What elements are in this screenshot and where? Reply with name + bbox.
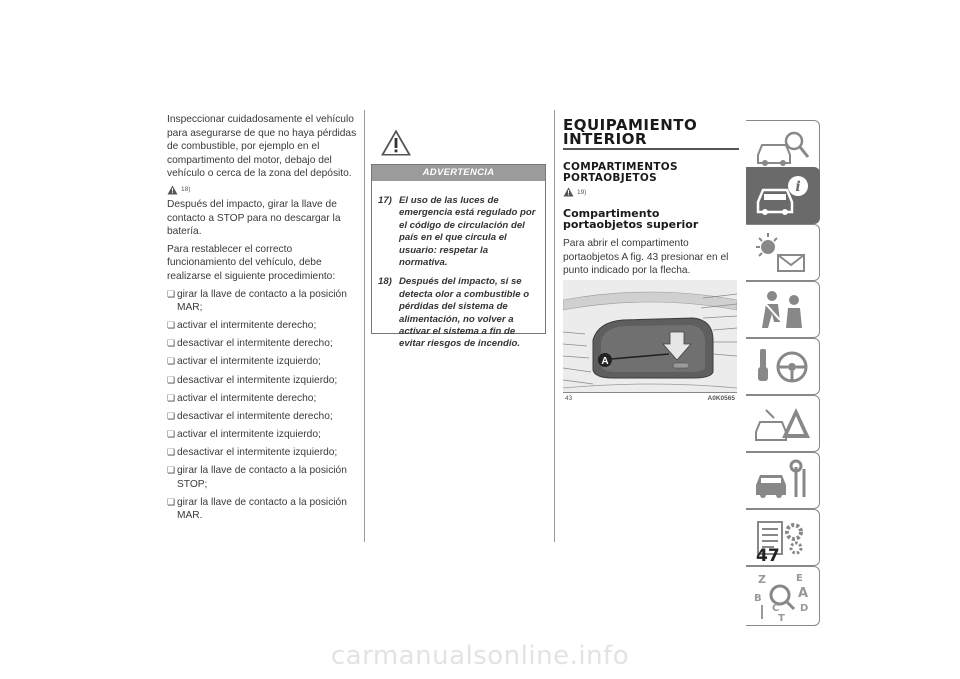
tab-starting-driving[interactable] bbox=[746, 338, 820, 395]
column-divider-2 bbox=[554, 110, 555, 542]
figure-bottom-rule bbox=[563, 392, 737, 393]
index-letter: Z bbox=[758, 573, 766, 586]
page-number: 47 bbox=[756, 546, 780, 566]
intro-paragraph: Inspeccionar cuidadosamente el vehículo para asegurarse de que no haya pérdidas de combustible, por ejemplo en el compartimento del motor, debajo del vehículo o cerca de la zona del depósito. bbox=[167, 114, 357, 180]
warning-number: 17) bbox=[378, 195, 392, 206]
list-item: ❏ girar la llave de contacto a la posición STOP; bbox=[167, 464, 359, 491]
svg-text:i: i bbox=[795, 179, 801, 195]
section-title: INTERIOR bbox=[563, 130, 648, 148]
list-item: ❏ desactivar el intermitente izquierdo; bbox=[167, 446, 359, 460]
key-steering-wheel-icon bbox=[752, 343, 812, 391]
list-item: ❏ girar la llave de contacto a la posición MAR; bbox=[167, 288, 359, 315]
list-item: ❏ desactivar el intermitente derecho; bbox=[167, 337, 359, 351]
tab-alphabetical-index[interactable] bbox=[746, 566, 820, 626]
figure-number: 43 bbox=[565, 395, 573, 402]
list-item: ❏ activar el intermitente derecho; bbox=[167, 319, 359, 333]
list-item: ❏ activar el intermitente izquierdo; bbox=[167, 428, 359, 442]
subsection-title: COMPARTIMENTOS bbox=[563, 161, 678, 173]
car-maintenance-wrench-icon bbox=[752, 457, 812, 505]
procedure-intro: Para restablecer el correcto funcionamiento del vehículo, debe realizarse el siguiente procedimiento: bbox=[167, 243, 336, 282]
procedure-steps bbox=[167, 288, 359, 523]
column-divider-1 bbox=[364, 110, 365, 542]
warning-header: ADVERTENCIA bbox=[372, 165, 545, 181]
index-letter: E bbox=[796, 573, 803, 584]
left-column bbox=[167, 113, 359, 527]
index-letter: A bbox=[798, 586, 809, 601]
tab-maintenance[interactable] bbox=[746, 452, 820, 509]
warning-item-17 bbox=[378, 195, 537, 269]
warning-text: El uso de las luces de emergencia está regulado por el código de circulación del país en el que circula el usuario: respetar la normativa. bbox=[399, 195, 536, 269]
ref-note: 18) bbox=[181, 186, 191, 194]
warning-box bbox=[371, 164, 546, 350]
heading-upper-compartment: Compartimento bbox=[563, 207, 660, 220]
figure-callout-a: A bbox=[601, 356, 609, 367]
dashboard-compartment-drawing bbox=[563, 280, 737, 392]
index-letter: B bbox=[754, 593, 762, 604]
index-letter: C bbox=[772, 603, 780, 614]
list-item: ❏ desactivar el intermitente izquierdo; bbox=[167, 374, 359, 388]
right-column bbox=[563, 118, 739, 278]
tab-car-info[interactable] bbox=[746, 167, 820, 224]
dashboard-illustration bbox=[563, 280, 737, 392]
list-item: ❏ girar la llave de contacto a la posición MAR. bbox=[167, 496, 359, 523]
tab-warning-lights[interactable] bbox=[746, 224, 820, 281]
warning-triangle-icon bbox=[167, 185, 178, 195]
list-item: ❏ activar el intermitente derecho; bbox=[167, 392, 359, 406]
impact-paragraph: Después del impacto, girar la llave de contacto a STOP para no descargar la batería. bbox=[167, 198, 341, 238]
warning-number: 18) bbox=[378, 276, 392, 288]
breakdown-warning-triangle-icon bbox=[752, 400, 812, 448]
warning-item-18 bbox=[378, 276, 537, 350]
seatbelt-airbag-icon bbox=[752, 286, 812, 334]
tab-emergency[interactable] bbox=[746, 395, 820, 452]
subsection-title: PORTAOBJETOS bbox=[563, 171, 657, 184]
warning-triangle-icon bbox=[563, 187, 574, 197]
index-letter: D bbox=[800, 603, 809, 614]
tab-safety[interactable] bbox=[746, 281, 820, 338]
figure-43 bbox=[563, 280, 737, 406]
list-item: ❏ activar el intermitente izquierdo; bbox=[167, 355, 359, 369]
warning-lights-message-icon bbox=[752, 229, 812, 277]
warning-text: Después del impacto, si se detecta olor a combustible o pérdidas del sistema de alimentación, no volver a activar el sistema a fin de evitar riesgos de incendio. bbox=[399, 276, 530, 350]
car-dashboard-icon bbox=[752, 125, 812, 173]
warning-reference-19 bbox=[563, 187, 739, 197]
car-info-icon bbox=[752, 172, 812, 220]
warning-reference-18 bbox=[167, 185, 359, 195]
watermark: carmanualsonline.info bbox=[330, 641, 630, 671]
alphabetical-index-icon bbox=[752, 569, 814, 623]
figure-code: A0K0565 bbox=[707, 395, 735, 402]
heading-upper-compartment: portaobjetos superior bbox=[563, 218, 699, 231]
ref-note: 19) bbox=[577, 188, 587, 196]
list-item: ❏ desactivar el intermitente derecho; bbox=[167, 410, 359, 424]
warning-triangle-icon bbox=[380, 128, 412, 157]
compartment-instructions: Para abrir el compartimento portaobjetos A fig. 43 presionar en el punto indicado por la flecha. bbox=[563, 238, 729, 277]
index-letter: T bbox=[778, 613, 785, 623]
section-title: EQUIPAMIENTO bbox=[563, 116, 698, 134]
